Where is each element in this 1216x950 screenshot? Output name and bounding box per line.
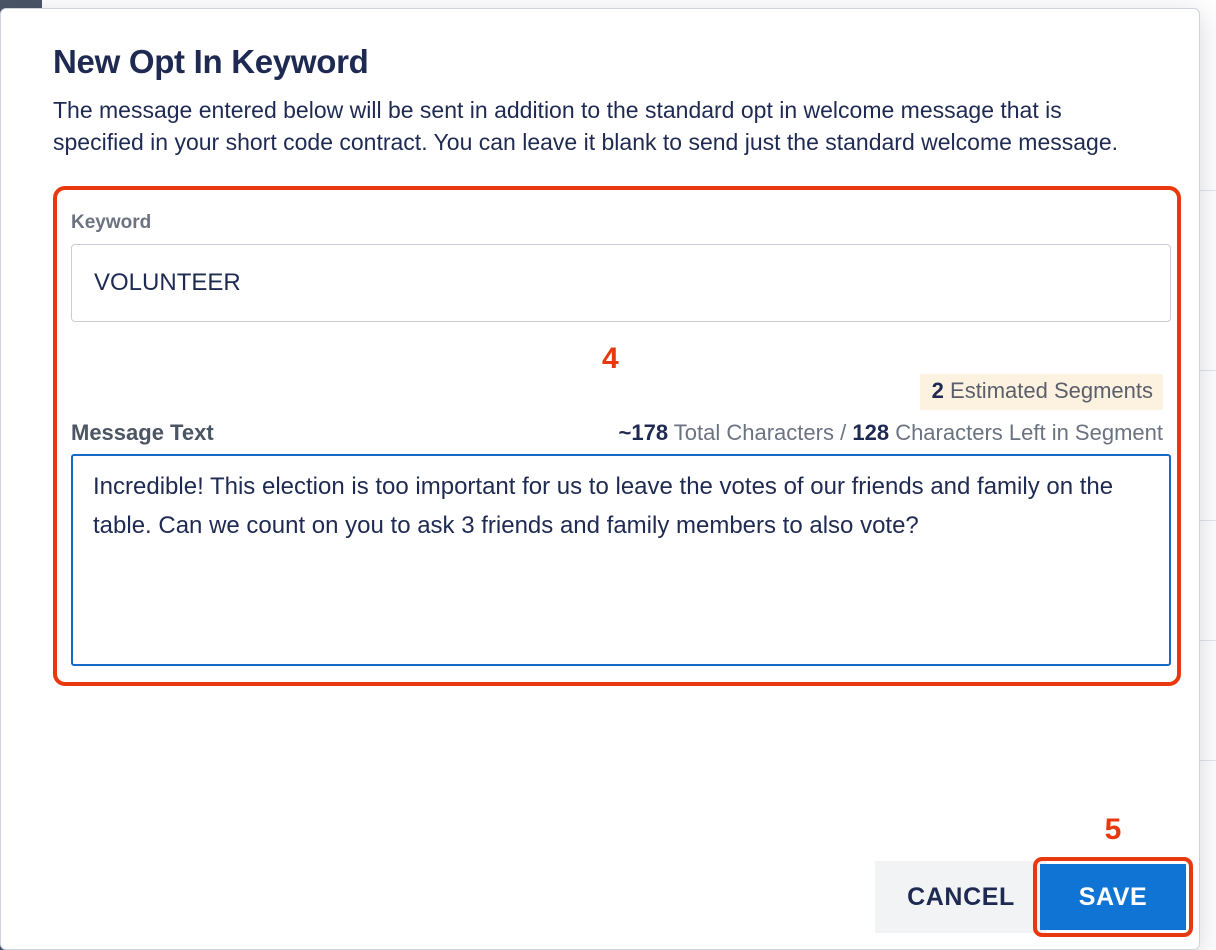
keyword-form-region xyxy=(53,186,1181,686)
keyword-input[interactable] xyxy=(71,244,1171,322)
dialog-body xyxy=(1,9,1199,686)
dialog-title: New Opt In Keyword xyxy=(53,43,369,80)
estimated-segments-row xyxy=(57,374,1177,410)
save-button[interactable]: SAVE xyxy=(1040,864,1186,930)
annotation-step-4: 4 xyxy=(602,342,619,376)
dialog-description: The message entered below will be sent in addition to the standard opt in welcome message that is specified in your short code contract. You can leave it blank to send just the standard welcome message. xyxy=(53,97,1119,155)
character-counter xyxy=(619,420,1164,446)
annotation-step-5: 5 xyxy=(1104,813,1122,846)
counter-separator: / xyxy=(840,420,847,446)
save-button-highlight xyxy=(1033,813,1193,937)
characters-left-label: Characters Left in Segment xyxy=(895,420,1163,446)
estimated-segments-label: Estimated Segments xyxy=(950,378,1153,404)
message-text-header xyxy=(71,420,1163,446)
message-text-label: Message Text xyxy=(71,420,214,446)
estimated-segments-count: 2 xyxy=(931,378,944,404)
estimated-segments-badge xyxy=(920,374,1163,410)
message-text-textarea[interactable] xyxy=(71,454,1171,666)
dialog-footer xyxy=(875,813,1193,937)
new-opt-in-keyword-dialog xyxy=(0,8,1200,950)
keyword-label: Keyword xyxy=(71,212,152,234)
total-characters-value: ~178 xyxy=(618,420,669,446)
characters-left-value: 128 xyxy=(852,420,890,446)
total-characters-label: Total Characters xyxy=(673,420,834,446)
cancel-button[interactable]: CANCEL xyxy=(875,861,1047,933)
